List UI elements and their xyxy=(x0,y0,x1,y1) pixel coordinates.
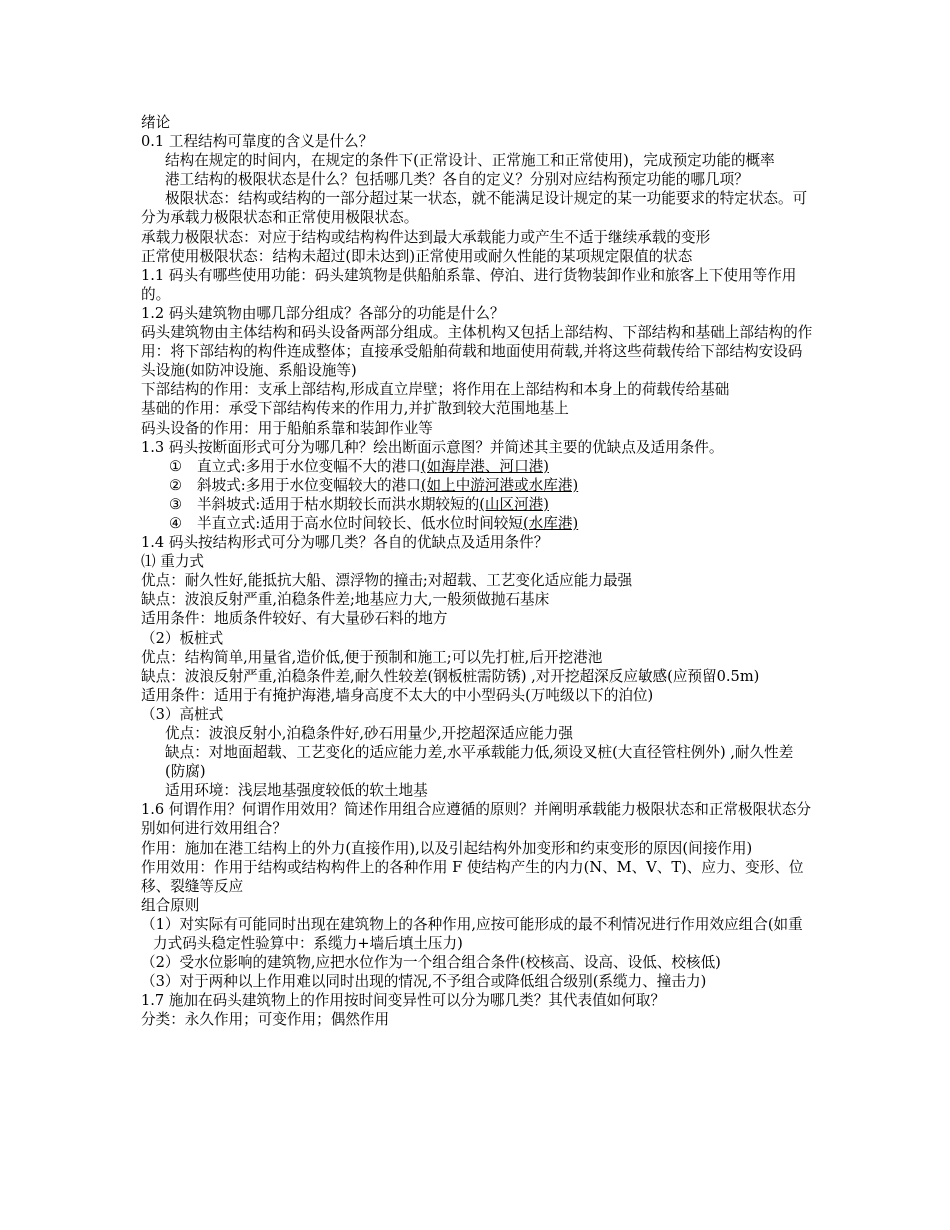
question-1-4: 1.4 码头按结构形式可分为哪几类？各自的优缺点及适用条件？ xyxy=(141,534,549,552)
high-pile-cons: 缺点：对地面超载、工艺变化的适应能力差,水平承载能力低,须设叉桩(大直径管柱例外) ,耐久性差(防腐) xyxy=(165,744,794,781)
combination-rule-1: （1）对实际有可能同时出现在建筑物上的各种作用,应按可能形成的最不利情况进行作用效应组合(如重力式码头稳定性验算中：系缆力+墙后填土压力) xyxy=(141,915,803,953)
gravity-conditions: 适用条件：地质条件较好、有大量砂石料的地方 xyxy=(141,610,448,628)
high-pile-environment: 适用环境：浅层地基强度较低的软土地基 xyxy=(165,782,428,800)
combination-rule-3: （3）对于两种以上作用难以同时出现的情况,不予组合或降低组合级别(系缆力、撞击力) xyxy=(141,973,707,991)
list-note: (如上中游河港或水库港) xyxy=(420,476,579,494)
gravity-cons: 缺点：波浪反射严重,泊稳条件差;地基应力大,一般须做抛石基床 xyxy=(141,591,550,609)
question-limit-state: 港工结构的极限状态是什么？包括哪几类？各自的定义？分别对应结构预定功能的哪几项？ xyxy=(165,171,749,189)
list-text: 半斜坡式:适用于枯水期较长而洪水期较短的 xyxy=(197,495,480,513)
high-pile-pros: 优点：波浪反射小,泊稳条件好,砂石用量少,开挖超深适应能力强 xyxy=(165,725,573,742)
combination-rule-2: （2）受水位影响的建筑物,应把水位作为一个组合组合条件(校核高、设高、设低、校核低) xyxy=(141,954,721,972)
list-note: (山区河港) xyxy=(479,495,549,513)
list-item xyxy=(169,457,813,476)
question-1-1: 1.1 码头有哪些使用功能：码头建筑物是供船舶系靠、停泊、进行货物装卸作业和旅客上下使用等作用的。 xyxy=(141,266,797,303)
document-page xyxy=(141,113,813,1030)
list-number: ① xyxy=(169,457,183,475)
gravity-pros: 优点：耐久性好,能抵抗大船、漂浮物的撞击;对超载、工艺变化适应能力最强 xyxy=(141,572,633,590)
list-item xyxy=(169,495,813,514)
answer-reliability: 结构在规定的时间内，在规定的条件下(正常设计、正常施工和正常使用)，完成预定功能的概率 xyxy=(165,152,775,170)
list-number: ② xyxy=(169,476,183,494)
answer-bearing-limit: 承载力极限状态：对应于结构或结构构件达到最大承载能力或产生不适于继续承载的变形 xyxy=(141,228,711,246)
list-number: ④ xyxy=(169,514,183,532)
subheading-sheet-pile: （2）板桩式 xyxy=(141,629,224,647)
list-text: 直立式:多用于水位变幅不大的港口 xyxy=(197,457,421,475)
answer-1-2-lower: 下部结构的作用：支承上部结构,形成直立岸壁；将作用在上部结构和本身上的荷载传给基础 xyxy=(141,381,730,399)
list-note: (如海岸港、河口港) xyxy=(420,457,549,475)
question-1-6: 1.6 何谓作用？何谓作用效用？简述作用组合应遵循的原则？并阐明承载能力极限状态和正常极限状态分别如何进行效用组合？ xyxy=(141,801,811,838)
list-note: (水库港) xyxy=(522,514,579,532)
list-text: 半直立式:适用于高水位时间较长、低水位时间较短 xyxy=(197,514,523,532)
question-1-2: 1.2 码头建筑物由哪几部分组成？各部分的功能是什么？ xyxy=(141,304,505,322)
subheading-gravity: ⑴ 重力式 xyxy=(141,553,205,571)
list-item xyxy=(169,476,813,495)
combination-heading: 组合原则 xyxy=(141,896,200,914)
answer-1-7-classification: 分类：永久作用；可变作用；偶然作用 xyxy=(141,1011,390,1029)
sheet-pile-pros: 优点：结构简单,用量省,造价低,便于预制和施工;可以先打桩,后开挖港池 xyxy=(141,648,603,666)
answer-1-2-composition: 码头建筑物由主体结构和码头设备两部分组成。主体机构又包括上部结构、下部结构和基础上部结构的作用：将下部结构的构件连成整体；直接承受船舶荷载和地面使用荷载,并将这些荷载传给下部结构安设码头设施(如防冲设施、系船设施等) xyxy=(141,324,813,380)
list-text: 斜坡式:多用于水位变幅较大的港口 xyxy=(197,476,421,494)
subheading-high-pile: （3）高桩式 xyxy=(141,705,224,723)
question-0-1: 0.1 工程结构可靠度的含义是什么？ xyxy=(141,133,374,151)
list-number: ③ xyxy=(169,495,183,513)
section-type-list xyxy=(141,457,813,533)
section-heading: 绪论 xyxy=(141,114,171,131)
answer-action: 作用：施加在港工结构上的外力(直接作用),以及引起结构外加变形和约束变形的原因(间接作用) xyxy=(141,839,753,857)
list-item xyxy=(169,514,813,533)
question-1-3: 1.3 码头按断面形式可分为哪几种？绘出断面示意图？并简述其主要的优缺点及适用条件。 xyxy=(141,438,724,456)
question-1-7: 1.7 施加在码头建筑物上的作用按时间变异性可以分为哪几类？其代表值如何取？ xyxy=(141,992,666,1010)
answer-service-limit: 正常使用极限状态：结构未超过(即未达到)正常使用或耐久性能的某项规定限值的状态 xyxy=(141,247,693,265)
answer-1-2-foundation: 基础的作用：承受下部结构传来的作用力,并扩散到较大范围地基上 xyxy=(141,400,569,418)
answer-1-2-equipment: 码头设备的作用：用于船舶系靠和装卸作业等 xyxy=(141,419,433,437)
sheet-pile-cons: 缺点：波浪反射严重,泊稳条件差,耐久性较差(钢板桩需防锈) ,对开挖超深反应敏感(应预留0.5m) xyxy=(141,667,760,685)
answer-action-effect: 作用效用：作用于结构或结构构件上的各种作用 F 使结构产生的内力(N、M、V、T)、应力、变形、位移、裂缝等反应 xyxy=(141,858,804,895)
sheet-pile-conditions: 适用条件：适用于有掩护海港,墙身高度不太大的中小型码头(万吨级以下的泊位) xyxy=(141,686,654,704)
answer-limit-state: 极限状态：结构或结构的一部分超过某一状态，就不能满足设计规定的某一功能要求的特定状态。可分为承载力极限状态和正常使用极限状态。 xyxy=(141,190,808,227)
